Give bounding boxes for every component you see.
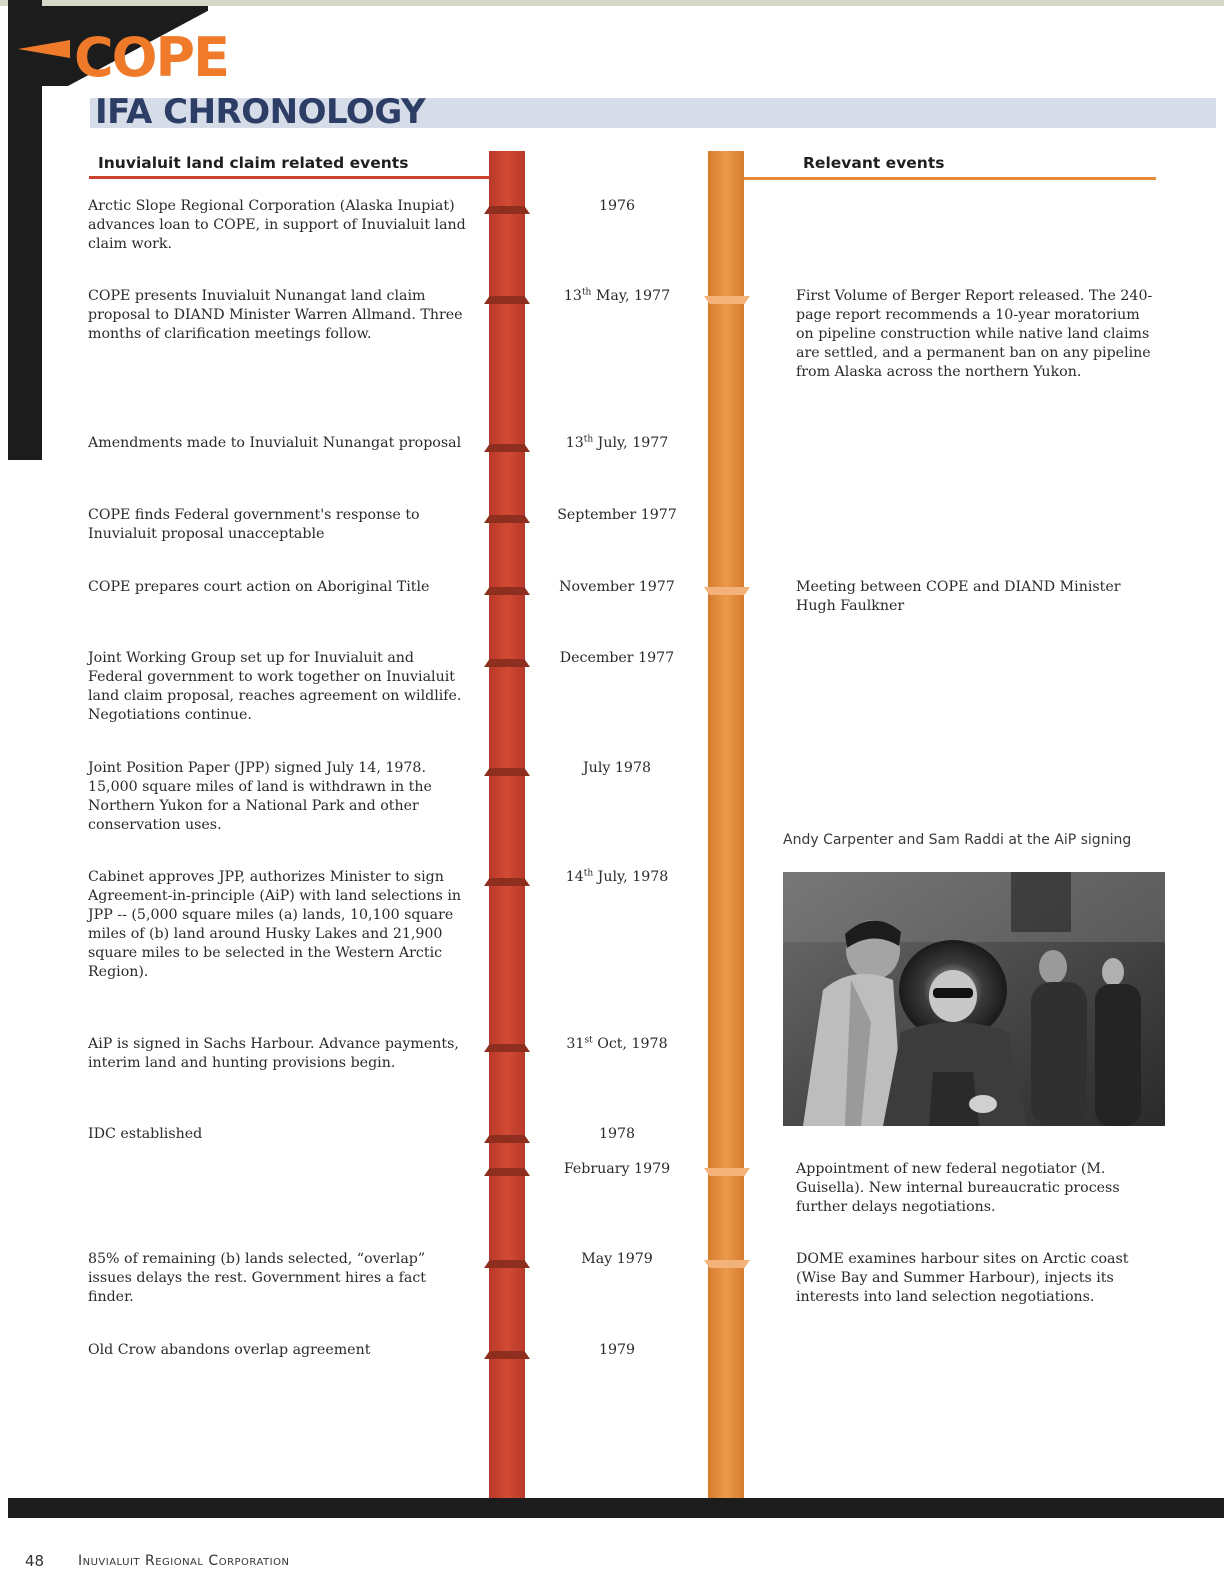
signing-photo xyxy=(783,872,1165,1126)
event-date: 13th July, 1977 xyxy=(565,434,669,451)
footer-bar xyxy=(8,1498,1224,1518)
event-text: Joint Position Paper (JPP) signed July 14, 1978. 15,000 square miles of land is withdrawn in the Northern Yukon for a National Park and other conservation uses. xyxy=(88,760,432,833)
timeline-notch xyxy=(704,587,750,595)
event-text: Old Crow abandons overlap agreement xyxy=(88,1342,371,1358)
timeline-notch xyxy=(704,1168,750,1176)
timeline-notch xyxy=(484,206,530,214)
timeline-notch xyxy=(484,1351,530,1359)
event-text: IDC established xyxy=(88,1126,203,1142)
timeline-notch xyxy=(484,1260,530,1268)
logo-text: COPE xyxy=(74,26,228,89)
event-date: 31st Oct, 1978 xyxy=(566,1035,668,1052)
relevant-event-text: Meeting between COPE and DIAND Minister Hugh Faulkner xyxy=(796,579,1121,614)
event-date: September 1977 xyxy=(557,507,677,523)
timeline-notch xyxy=(484,1044,530,1052)
timeline-notch xyxy=(484,296,530,304)
timeline-notch xyxy=(484,444,530,452)
timeline-notch xyxy=(484,1135,530,1143)
event-date: 1976 xyxy=(598,198,636,214)
right-header-rule xyxy=(736,177,1156,180)
event-text: COPE finds Federal government's response to Inuvialuit proposal unacceptable xyxy=(88,507,420,542)
timeline-notch xyxy=(484,515,530,523)
photo-caption: Andy Carpenter and Sam Raddi at the AiP signing xyxy=(783,832,1132,848)
left-header-rule xyxy=(89,176,489,179)
top-edge-line xyxy=(0,0,1224,6)
event-text: Joint Working Group set up for Inuvialuit and Federal government to work together on Inuvialuit land claim proposal, reaches agreement on wildlife. Negotiations continue. xyxy=(88,650,462,723)
event-date: 13th May, 1977 xyxy=(563,287,671,304)
relevant-event-text: Appointment of new federal negotiator (M. Guisella). New internal bureaucratic process further delays negotiations. xyxy=(796,1161,1120,1215)
timeline-notch xyxy=(484,659,530,667)
event-date: 1978 xyxy=(598,1126,636,1142)
event-text: AiP is signed in Sachs Harbour. Advance payments, interim land and hunting provisions begin. xyxy=(88,1036,459,1071)
timeline-red-column xyxy=(489,151,525,1501)
page-number: 48 xyxy=(25,1552,45,1570)
event-text: Arctic Slope Regional Corporation (Alaska Inupiat) advances loan to COPE, in support of Inuvialuit land claim work. xyxy=(88,198,466,252)
relevant-event-text: DOME examines harbour sites on Arctic coast (Wise Bay and Summer Harbour), injects its interests into land selection negotiations. xyxy=(796,1251,1129,1305)
timeline-notch xyxy=(484,587,530,595)
event-date: November 1977 xyxy=(559,579,675,595)
event-date: 14th July, 1978 xyxy=(565,868,669,885)
event-text: Amendments made to Inuvialuit Nunangat proposal xyxy=(88,435,462,451)
page-title: IFA CHRONOLOGY xyxy=(95,92,426,132)
event-date: July 1978 xyxy=(583,760,651,776)
event-date: December 1977 xyxy=(559,650,675,666)
footer-organization: Inuvialuit Regional Corporation xyxy=(78,1553,290,1569)
timeline-orange-column xyxy=(708,151,744,1501)
event-text: Cabinet approves JPP, authorizes Minister to sign Agreement-in-principle (AiP) with land selections in JPP -- (5,000 square miles (a) lands, 10,100 square miles of (b) land around Husky Lakes and 21,900 square miles to be selected in the Western Arctic Region). xyxy=(88,869,462,980)
event-date: 1979 xyxy=(598,1342,636,1358)
logo-arrow-icon xyxy=(18,40,70,58)
relevant-event-text: First Volume of Berger Report released. The 240-page report recommends a 10-year moratorium on pipeline construction while native land claims are settled, and a permanent ban on any pipeline from Alaska across the northern Yukon. xyxy=(796,288,1153,380)
timeline-notch xyxy=(484,768,530,776)
event-date: May 1979 xyxy=(581,1251,653,1267)
event-text: 85% of remaining (b) lands selected, “overlap” issues delays the rest. Government hires a fact finder. xyxy=(88,1251,426,1305)
right-column-header: Relevant events xyxy=(803,154,945,172)
timeline-notch xyxy=(704,1260,750,1268)
timeline-notch xyxy=(704,296,750,304)
event-date: February 1979 xyxy=(563,1161,671,1177)
left-column-header: Inuvialuit land claim related events xyxy=(98,154,409,172)
timeline-notch xyxy=(484,1168,530,1176)
cope-logo xyxy=(18,16,228,89)
event-text: COPE prepares court action on Aboriginal Title xyxy=(88,579,430,595)
event-text: COPE presents Inuvialuit Nunangat land claim proposal to DIAND Minister Warren Allmand. Three months of clarification meetings follow. xyxy=(88,288,463,342)
timeline-notch xyxy=(484,878,530,886)
